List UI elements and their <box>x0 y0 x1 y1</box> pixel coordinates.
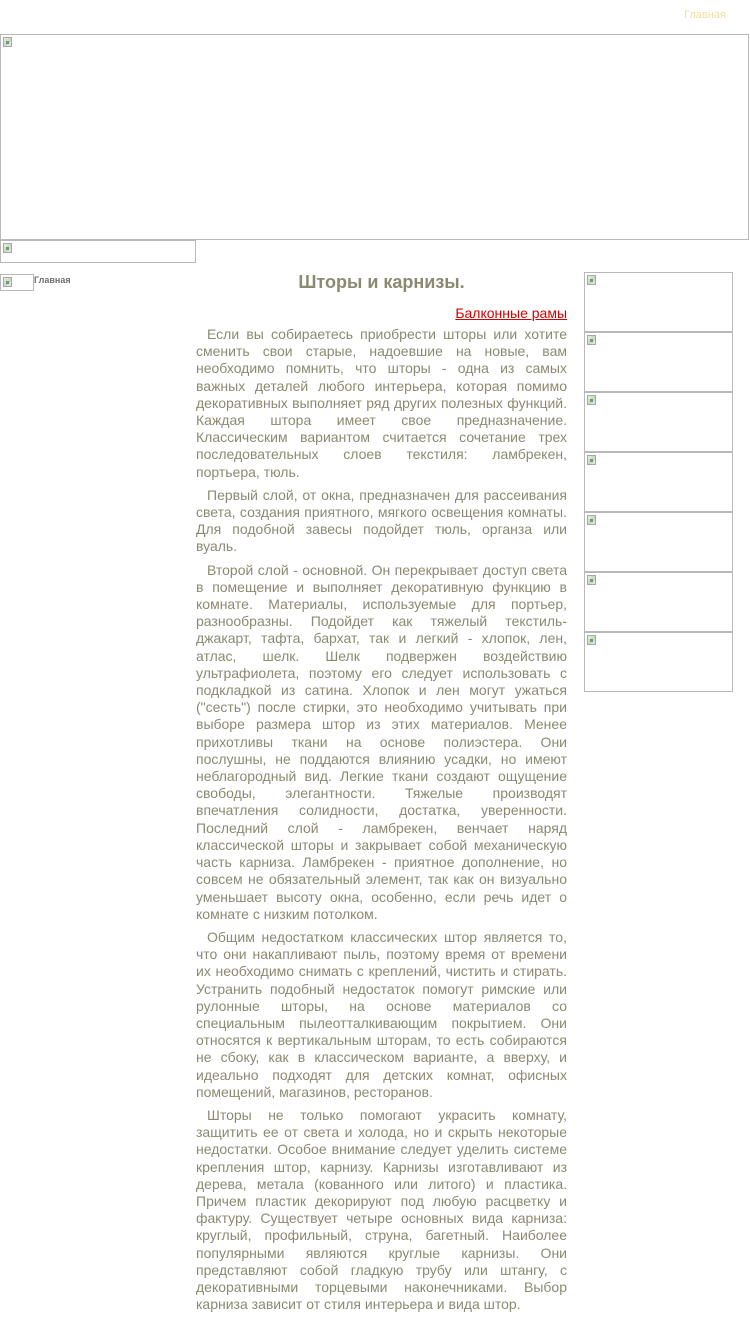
sidebar-banner-1[interactable] <box>584 272 733 332</box>
sidebar-banner-4[interactable] <box>584 452 733 512</box>
broken-image-icon <box>3 277 12 287</box>
sidebar-banner-2[interactable] <box>584 332 733 392</box>
broken-image-icon <box>587 515 596 525</box>
broken-image-icon <box>587 335 596 345</box>
article-paragraph: Первый слой, от окна, предназначен для рассеивания света, создания приятного, мягкого освещения комнаты. Для подобной завесы подойдет тюль, органза или вуаль. <box>196 486 567 555</box>
nav-bullet-image <box>0 274 34 291</box>
sidebar-banner-6[interactable] <box>584 572 733 632</box>
article-paragraph: Шторы не только помогают украсить комнату, защитить ее от света и холода, но и скрыть некоторые недостатки. Особое внимание следует уделить системе крепления штор, карнизу. Карнизы изготавливают из дерева, метала (кованного или литого) и пластика. Причем пластик декорируют под любую расцветку и фактуру. Существует четыре основных вида карниза: круглый, профильный, струна, багетный. Наиболее популярными являются круглые карнизы. Они представляют собой гладкую трубу или штангу, с декоративными торцевыми наконечниками. Выбор карниза зависит от стиля интерьера и вида штор. <box>196 1106 567 1313</box>
sidebar-banner-7[interactable] <box>584 632 733 692</box>
header-strip-image <box>0 240 196 263</box>
broken-image-icon <box>587 635 596 645</box>
sidebar-home-link[interactable]: Главная <box>34 275 71 285</box>
broken-image-icon <box>587 275 596 285</box>
article-paragraph: Общим недостатком классических штор является то, что они накапливают пыль, поэтому время от времени их необходимо снимать с креплений, чистить и стирать. Устранить подобный недостаток помогут римские или рулонные шторы, на основе материалов со специальным пылеотталкивающим покрытием. Они относятся к вертикальным шторам, то есть собираются не сбоку, как в классическом варианте, а вверху, и идеально подходят для детских комнат, офисных помещений, магазинов, ресторанов. <box>196 928 567 1100</box>
broken-image-icon <box>587 575 596 585</box>
balcony-frames-link[interactable]: Балконные рамы <box>455 305 567 321</box>
top-home-link[interactable]: Главная <box>684 9 726 21</box>
main-content <box>196 270 567 1319</box>
broken-image-icon <box>587 455 596 465</box>
page-title: Шторы и карнизы. <box>298 272 465 292</box>
sidebar-banner-5[interactable] <box>584 512 733 572</box>
broken-image-icon <box>3 243 12 253</box>
article-paragraph: Второй слой - основной. Он перекрывает доступ света в помещение и выполняет декоративную функцию в комнате. Материалы, используемые для портьер, разнообразны. Подойдет как тяжелый текстиль- джакарт, тафта, бархат, так и легкий - хлопок, лен, атлас, шелк. Шелк подвержен воздействию ультрафиолета, поэтому его следует использовать с подкладкой из сатина. Хлопок и лен могут ужаться ("сесть") после стирки, это необходимо учитывать при выборе размера штор из этих материалов. Менее прихотливы ткани на основе полиэстера. Они послушны, не поддаются влиянию усадки, но имеют неблагородный вид. Легкие ткани создают ощущение свободы, элегантности. Тяжелые производят впечатления солидности, достатка, уверенности. Последний слой - ламбрекен, венчает наряд классической шторы и закрывает собой механическую часть карниза. Ламбрекен - приятное дополнение, но совсем не обязательный элемент, так как он визуально уменьшает высоту окна, особенно, если речь идет о комнате с низким потолком. <box>196 561 567 922</box>
header-banner-image <box>0 34 749 240</box>
broken-image-icon <box>587 395 596 405</box>
article-paragraph: Если вы собираетесь приобрести шторы или хотите сменить свои старые, надоевшие на новые, вам необходимо помнить, что шторы - одна из самых важных деталей любого интерьера, которая помимо декоративных выполняет ряд других полезных функций. Каждая штора имеет свое предназначение. Классическим вариантом считается сочетание трех последовательных слоев текстиля: ламбрекен, портьера, тюль. <box>196 326 567 480</box>
broken-image-icon <box>3 37 12 47</box>
sidebar-banner-3[interactable] <box>584 392 733 452</box>
